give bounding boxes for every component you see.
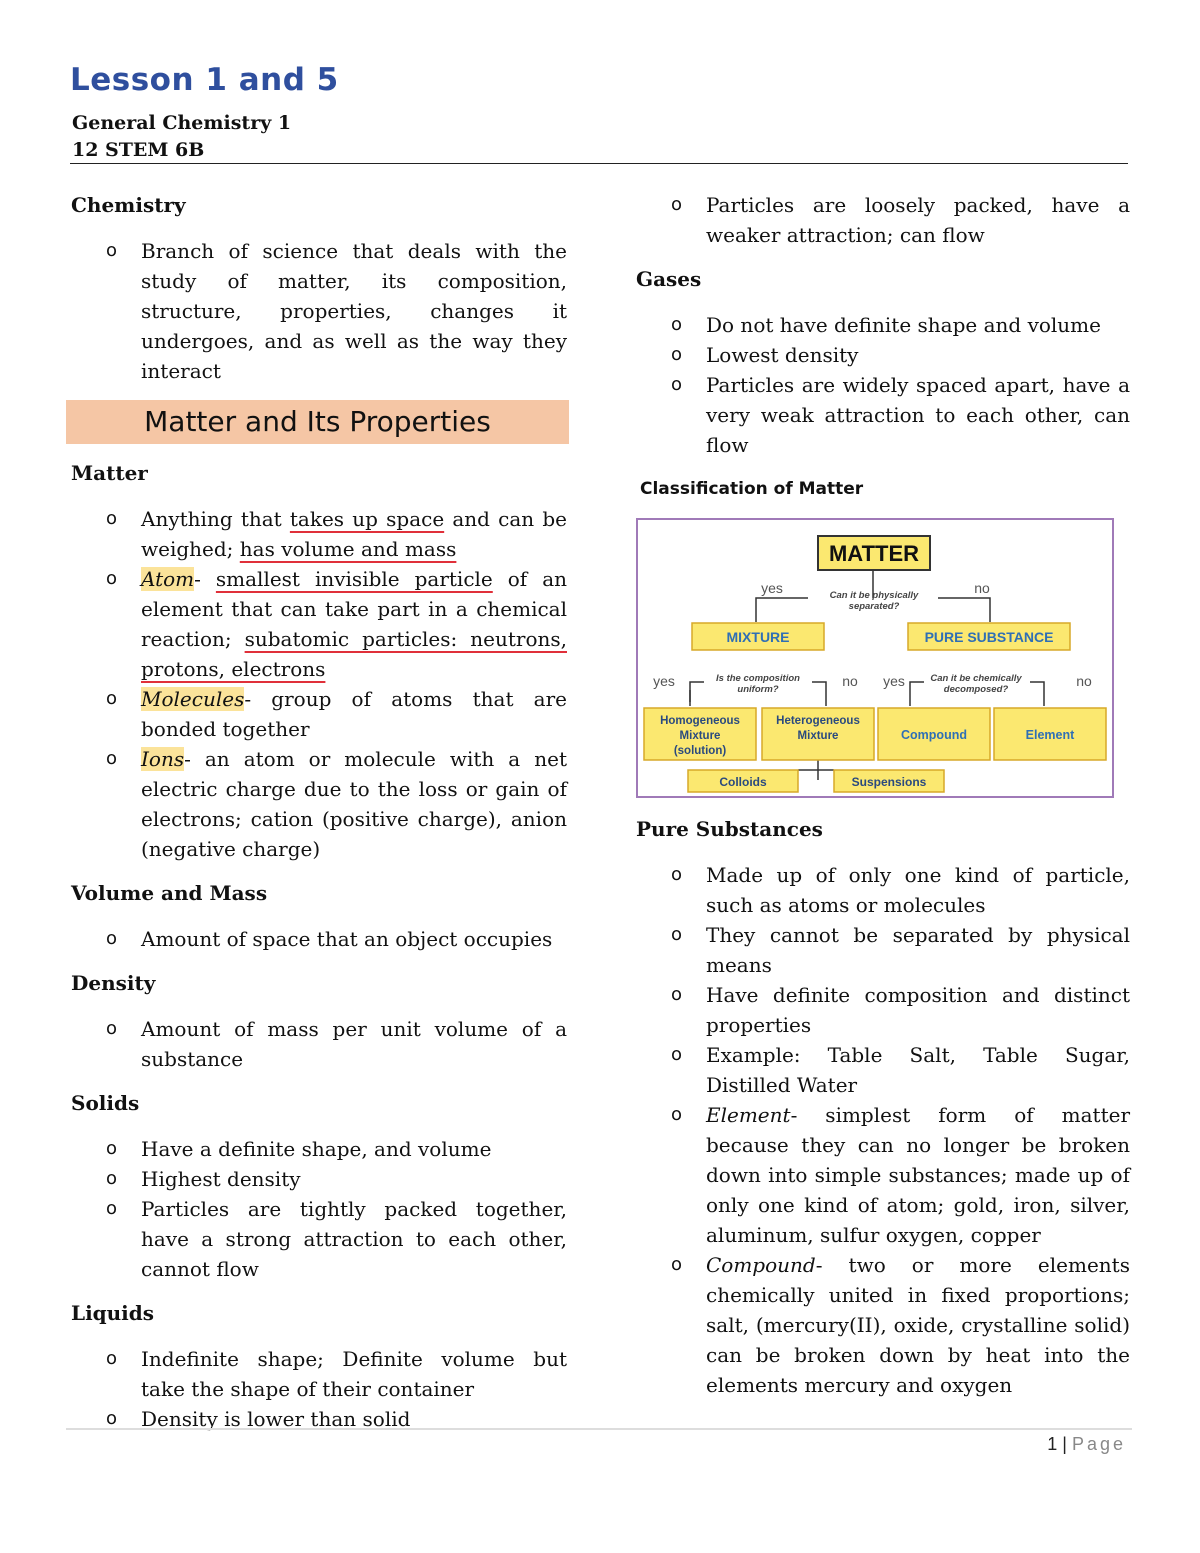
text-run: and can be weighed; bbox=[141, 507, 568, 561]
list-item: o Indefinite shape; Definite volume but take the shape of their container bbox=[141, 1344, 567, 1404]
list-item: o Made up of only one kind of particle, such as atoms or molecules bbox=[706, 860, 1130, 920]
yes-label: yes bbox=[883, 673, 905, 689]
list-item: o Lowest density bbox=[706, 340, 1130, 370]
list-item bbox=[706, 1250, 1130, 1400]
list-item: o They cannot be separated by physical means bbox=[706, 920, 1130, 980]
page-separator: | bbox=[1057, 1434, 1072, 1454]
list-item: o Example: Table Salt, Table Sugar, Distilled Water bbox=[706, 1040, 1130, 1100]
right-column bbox=[636, 190, 1130, 1414]
gases-list bbox=[636, 310, 1130, 460]
matter-list bbox=[71, 504, 567, 864]
list-item: o Amount of space that an object occupies bbox=[141, 924, 567, 954]
pure-substances-heading: Pure Substances bbox=[636, 817, 823, 841]
text-run: - two or more elements chemically united in fixed proportions; salt, (mercury(II), oxide, crystalline solid) can be broken down by heat into the elements mercury and oxygen bbox=[706, 1253, 1130, 1397]
underlined-text: smallest invisible particle bbox=[215, 567, 493, 591]
text-run: - an atom or molecule with a net electric charge due to the loss or gain of electrons; cation (positive charge), anion (negative charge) bbox=[141, 747, 567, 861]
list-item: o Do not have definite shape and volume bbox=[706, 310, 1130, 340]
volume-heading: Volume and Mass bbox=[71, 881, 268, 905]
solids-heading: Solids bbox=[71, 1091, 140, 1115]
page-number: 1 bbox=[1047, 1434, 1058, 1454]
header-rule bbox=[70, 163, 1128, 164]
connector-line bbox=[690, 682, 704, 706]
text-run: - simplest form of matter because they can no longer be broken down into simple substances; made up of only one kind of atom; gold, iron, silver, aluminum, sulfur oxygen, copper bbox=[706, 1103, 1130, 1247]
yes-label: yes bbox=[761, 580, 783, 596]
heterogeneous-label: Heterogeneous bbox=[776, 715, 860, 727]
homogeneous-label: (solution) bbox=[673, 745, 727, 757]
solids-list bbox=[71, 1134, 567, 1284]
list-item: o Have a definite shape, and volume bbox=[141, 1134, 567, 1164]
list-item bbox=[141, 564, 567, 684]
chemistry-list bbox=[71, 236, 567, 386]
question-text: Can it be physically bbox=[829, 590, 919, 601]
italic-term: Element bbox=[706, 1103, 791, 1127]
highlighted-term: Atom bbox=[141, 567, 195, 591]
gases-heading: Gases bbox=[636, 267, 702, 291]
matter-label: MATTER bbox=[828, 541, 920, 566]
suspensions-label: Suspensions bbox=[851, 775, 927, 789]
list-item: o Highest density bbox=[141, 1164, 567, 1194]
underlined-text: has volume and mass bbox=[239, 537, 457, 561]
text-run: of an element that can take part in a chemical reaction; bbox=[141, 567, 568, 651]
mixture-label: MIXTURE bbox=[726, 629, 790, 645]
connector-line bbox=[1030, 682, 1044, 706]
list-item: o Branch of science that deals with the study of matter, its composition, structure, properties, changes it undergoes, and as well as the way they interact bbox=[141, 236, 567, 386]
question-text: uniform? bbox=[737, 684, 779, 695]
no-label: no bbox=[1076, 673, 1092, 689]
text-run: - group of atoms that are bonded together bbox=[141, 687, 567, 741]
liquids-heading: Liquids bbox=[71, 1301, 155, 1325]
list-item: o Particles are tightly packed together, have a strong attraction to each other, cannot flow bbox=[141, 1194, 567, 1284]
liquids-continued-list bbox=[636, 190, 1130, 250]
heterogeneous-label: Mixture bbox=[797, 730, 839, 742]
list-item bbox=[141, 504, 567, 564]
section-banner: Matter and Its Properties bbox=[66, 400, 569, 444]
volume-list bbox=[71, 924, 567, 954]
pure-substances-list bbox=[636, 860, 1130, 1400]
class-section: 12 STEM 6B bbox=[72, 139, 205, 161]
list-item bbox=[141, 744, 567, 864]
document-title: Lesson 1 and 5 bbox=[70, 62, 339, 98]
question-text: Can it be chemically bbox=[930, 673, 1022, 684]
compound-label: Compound bbox=[901, 728, 967, 742]
question-text: Is the composition bbox=[716, 673, 800, 684]
element-label: Element bbox=[1025, 728, 1075, 742]
footer-rule bbox=[66, 1428, 1132, 1430]
italic-term: Compound bbox=[706, 1253, 816, 1277]
list-item: o Particles are loosely packed, have a weaker attraction; can flow bbox=[706, 190, 1130, 250]
chemistry-heading: Chemistry bbox=[71, 193, 186, 217]
question-text: decomposed? bbox=[943, 684, 1009, 695]
page-footer bbox=[1047, 1434, 1126, 1455]
connector-line bbox=[910, 682, 924, 706]
underlined-text: subatomic particles: neutrons, protons, electrons bbox=[141, 627, 567, 681]
connector-line bbox=[812, 682, 826, 706]
matter-heading: Matter bbox=[71, 461, 148, 485]
classification-diagram-svg bbox=[638, 520, 1112, 796]
no-label: no bbox=[974, 580, 990, 596]
pure-substance-label: PURE SUBSTANCE bbox=[924, 629, 1054, 645]
list-item: o Have definite composition and distinct properties bbox=[706, 980, 1130, 1040]
highlighted-term: Ions bbox=[141, 747, 185, 771]
left-column bbox=[71, 190, 567, 1448]
homogeneous-label: Mixture bbox=[679, 730, 721, 742]
highlighted-term: Molecules bbox=[141, 687, 245, 711]
list-item: o Amount of mass per unit volume of a substance bbox=[141, 1014, 567, 1074]
no-label: no bbox=[842, 673, 858, 689]
text-run: - bbox=[194, 567, 216, 591]
list-item: o Density is lower than solid bbox=[141, 1404, 567, 1434]
text-run: Anything that bbox=[141, 507, 290, 531]
classification-diagram bbox=[636, 518, 1114, 798]
question-text: separated? bbox=[848, 601, 900, 612]
list-item bbox=[141, 684, 567, 744]
page-word: Page bbox=[1071, 1434, 1126, 1454]
colloids-label: Colloids bbox=[719, 775, 767, 789]
density-list bbox=[71, 1014, 567, 1074]
liquids-list bbox=[71, 1344, 567, 1434]
list-item: o Particles are widely spaced apart, have a very weak attraction to each other, can flow bbox=[706, 370, 1130, 460]
yes-label: yes bbox=[653, 673, 675, 689]
course-name: General Chemistry 1 bbox=[72, 112, 292, 134]
list-item bbox=[706, 1100, 1130, 1250]
homogeneous-label: Homogeneous bbox=[660, 715, 740, 727]
density-heading: Density bbox=[71, 971, 156, 995]
figure-caption: Classification of Matter bbox=[640, 479, 864, 499]
connector-line bbox=[938, 598, 990, 622]
connector-line bbox=[756, 598, 808, 622]
underlined-text: takes up space bbox=[289, 507, 445, 531]
